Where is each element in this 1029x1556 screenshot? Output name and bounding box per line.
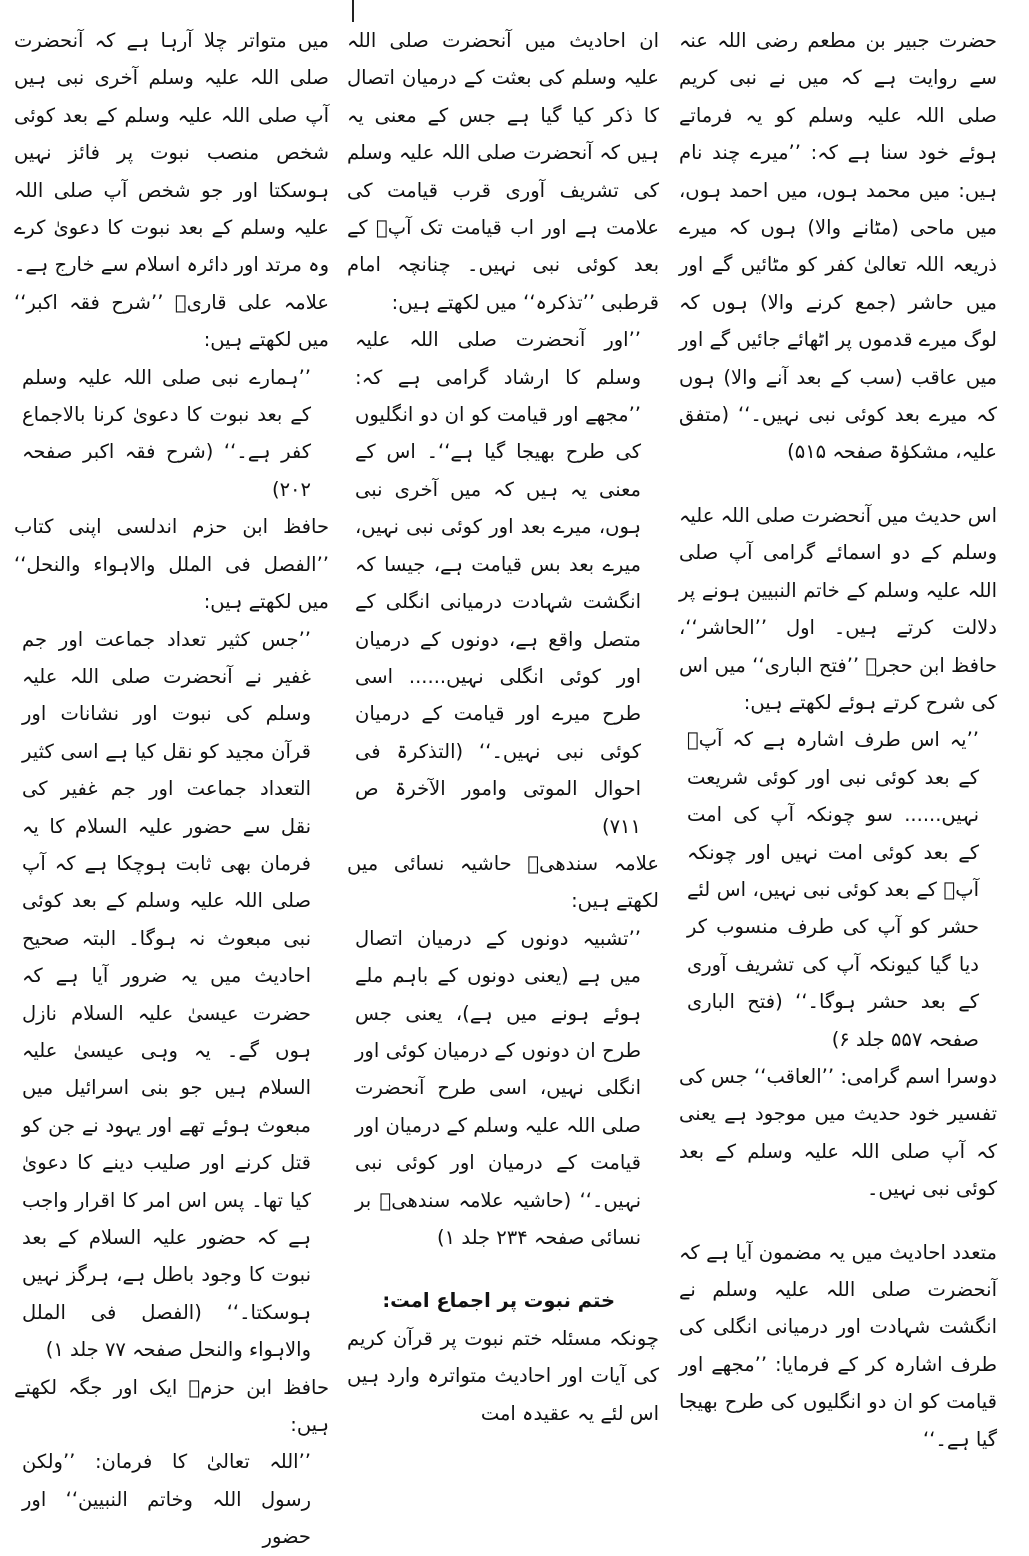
section-heading: ختم نبوت پر اجماع امت: xyxy=(382,1289,615,1313)
paragraph: ان احادیث میں آنحضرت صلی اللہ علیہ وسلم کی بعثت کے درمیان اتصال کا ذکر کیا گیا ہے جس کے معنی یہ ہیں کہ آنحضرت صلی اللہ علیہ وسلم کی تشریف آوری قرب قیامت کی علامت ہے اور اب قیامت تک آپؐ کے بعد کوئی نبی نہیں۔ چنانچہ امام قرطبی ’’تذکرہ‘‘ میں لکھتے ہیں: xyxy=(347,29,659,314)
paragraph: حافظ ابن حزمؒ ایک اور جگہ لکھتے ہیں: xyxy=(14,1375,329,1437)
paragraph: چونکہ مسئلہ ختم نبوت پر قرآن کریم کی آیات اور احادیث متواترہ وارد ہیں اس لئے یہ عقیدہ امت xyxy=(347,1326,659,1425)
paragraph: علامہ سندھیؒ حاشیہ نسائی میں لکھتے ہیں: xyxy=(347,851,659,913)
right-column xyxy=(679,22,997,1451)
block-quote: ’’یہ اس طرف اشارہ ہے کہ آپؐ کے بعد کوئی نبی اور کوئی شریعت نہیں...... سو چونکہ آپ کی امت کے بعد کوئی امت نہیں اور چونکہ آپؐ کے بعد کوئی نبی نہیں، اس لئے حشر کو آپ کی طرف منسوب کر دیا گیا کیونکہ آپ کی تشریف آوری کے بعد حشر ہوگا۔‘‘ (فتح الباری صفحہ ۵۵۷ جلد ۶) xyxy=(687,728,979,1051)
paragraph: اس حدیث میں آنحضرت صلی اللہ علیہ وسلم کے دو اسمائے گرامی آپ صلی اللہ علیہ وسلم کے خاتم النبیین ہونے پر دلالت کرتے ہیں۔ اول ’’الحاشر‘‘، حافظ ابن حجرؒ ’’فتح الباری‘‘ میں اس کی شرح کرتے ہوئے لکھتے ہیں: xyxy=(679,503,997,714)
paragraph: دوسرا اسم گرامی: ’’العاقب‘‘ جس کی تفسیر خود حدیث میں موجود ہے یعنی کہ آپ صلی اللہ علیہ وسلم کے بعد کوئی نبی نہیں۔ xyxy=(679,1064,997,1201)
column-divider-top xyxy=(352,0,354,22)
paragraph: حضرت جبیر بن مطعم رضی اللہ عنہ سے روایت ہے کہ میں نے نبی کریم صلی اللہ علیہ وسلم کو یہ فرماتے ہوئے خود سنا ہے کہ: ’’میرے چند نام ہیں: میں محمد ہوں، میں احمد ہوں، میں ماحی (مٹانے والا) ہوں کہ میرے ذریعہ اللہ تعالیٰ کفر کو مٹائیں گے اور میں حاشر (جمع کرنے والا) ہوں کہ لوگ میرے قدموں پر اٹھائے جائیں گے اور میں عاقب (سب کے بعد آنے والا) ہوں کہ میرے بعد کوئی نبی نہیں۔‘‘ (متفق علیہ، مشکوٰۃ صفحہ ۵۱۵) xyxy=(679,29,997,464)
block-quote: ’’اور آنحضرت صلی اللہ علیہ وسلم کا ارشاد گرامی ہے کہ: ’’مجھے اور قیامت کو ان دو انگلیوں کی طرح بھیجا گیا ہے‘‘۔ اس کے معنی یہ ہیں کہ میں آخری نبی ہوں، میرے بعد اور کوئی نبی نہیں، میرے بعد بس قیامت ہے، جیسا کہ انگشت شہادت درمیانی انگلی کے متصل واقع ہے، دونوں کے درمیان اور کوئی انگلی نہیں...... اسی طرح میرے اور قیامت کے درمیان کوئی نبی نہیں۔‘‘ (التذکرۃ فی احوال الموتی وامور الآخرۃ ص ۷۱۱) xyxy=(355,328,641,838)
block-quote: ’’جس کثیر تعداد جماعت اور جم غفیر نے آنحضرت صلی اللہ علیہ وسلم کی نبوت اور نشانات اور قرآن مجید کو نقل کیا ہے اسی کثیر التعداد جماعت اور جم غفیر کی نقل سے حضور علیہ السلام کا یہ فرمان بھی ثابت ہوچکا ہے کہ آپ صلی اللہ علیہ وسلم کے بعد کوئی نبی مبعوث نہ ہوگا۔ البتہ صحیح احادیث میں یہ ضرور آیا ہے کہ حضرت عیسیٰ علیہ السلام نازل ہوں گے۔ یہ وہی عیسیٰ علیہ السلام ہیں جو بنی اسرائیل میں مبعوث ہوئے تھے اور یہود نے جن کو قتل کرنے اور صلیب دینے کا دعویٰ کیا تھا۔ پس اس امر کا اقرار واجب ہے کہ حضور علیہ السلام کے بعد نبوت کا وجود باطل ہے، ہرگز نہیں ہوسکتا۔‘‘ (الفصل فی الملل والاہواء والنحل صفحہ ۷۷ جلد ۱) xyxy=(22,627,311,1362)
paragraph: میں متواتر چلا آرہا ہے کہ آنحضرت صلی اللہ علیہ وسلم آخری نبی ہیں آپ صلی اللہ علیہ وسلم کے بعد کوئی شخص منصب نبوت پر فائز نہیں ہوسکتا اور جو شخص آپ صلی اللہ علیہ وسلم کے بعد نبوت کا دعویٰ کرے وہ مرتد اور دائرہ اسلام سے خارج ہے۔ علامہ علی قاریؒ ’’شرح فقہ اکبر‘‘ میں لکھتے ہیں: xyxy=(14,29,329,352)
block-quote: ’’ہمارے نبی صلی اللہ علیہ وسلم کے بعد نبوت کا دعویٰ کرنا بالاجماع کفر ہے۔‘‘ (شرح فقہ اکبر صفحہ ۲۰۲) xyxy=(22,365,311,501)
block-quote: ’’اللہ تعالیٰ کا فرمان: ’’ولکن رسول اللہ وخاتم النبیین‘‘ اور حضور xyxy=(22,1450,311,1549)
paragraph: متعدد احادیث میں یہ مضمون آیا ہے کہ آنحضرت صلی اللہ علیہ وسلم نے انگشت شہادت اور درمیانی انگلی کی طرف اشارہ کر کے فرمایا: ’’مجھے اور قیامت کو ان دو انگلیوں کی طرح بھیجا گیا ہے۔‘‘ xyxy=(679,1240,997,1451)
left-column xyxy=(14,22,329,1549)
middle-column xyxy=(347,22,659,1425)
block-quote: ’’تشبیہ دونوں کے درمیان اتصال میں ہے (یعنی دونوں کے باہم ملے ہوئے ہونے میں ہے)، یعنی جس طرح ان دونوں کے درمیان کوئی اور انگلی نہیں، اسی طرح آنحضرت صلی اللہ علیہ وسلم کے درمیان اور قیامت کے درمیان اور کوئی نبی نہیں۔‘‘ (حاشیہ علامہ سندھیؒ بر نسائی صفحہ ۲۳۴ جلد ۱) xyxy=(355,926,641,1249)
paragraph: حافظ ابن حزم اندلسی اپنی کتاب ’’الفصل فی الملل والاہواء والنحل‘‘ میں لکھتے ہیں: xyxy=(14,515,329,614)
